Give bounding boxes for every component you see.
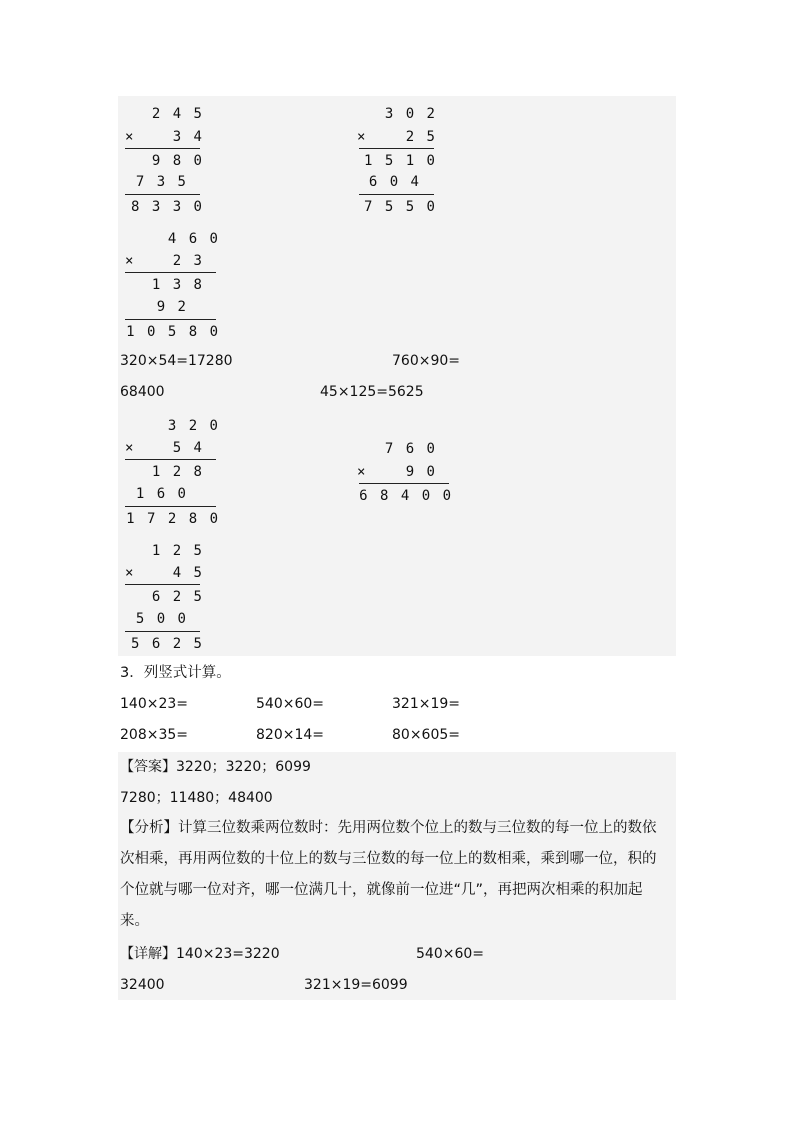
partial-product-2: 6 0 4 (368, 174, 421, 190)
rule (359, 194, 434, 195)
multiplicand: 3 2 0 (167, 418, 220, 434)
partial-product-2: 9 2 (156, 299, 188, 315)
analysis-paragraph: 【分析】计算三位数乘两位数时：先用两位数个位上的数与三位数的每一位上的数依次相乘，再用两位数的十位上的数与三位数的每一位上的数相乘，乘到哪一位，积的个位就与哪一位对齐，哪一位满几十，就像前一位进“几”，再把两次相乘的积加起来。 (120, 820, 657, 929)
multiplier (352, 462, 437, 482)
multiply-sign: × (357, 464, 368, 480)
product: 6 8 4 0 0 (359, 488, 453, 504)
detail-line: 540×60= (416, 946, 484, 962)
detail-line: 【详解】140×23=3220 (120, 946, 280, 962)
equation-line: 320×54=17280 (120, 353, 233, 369)
multiplier-digits: 3 4 (172, 129, 204, 145)
multiplier (120, 251, 204, 271)
rule (125, 319, 216, 320)
equation-line: 68400 (120, 384, 165, 400)
multiplier (120, 563, 204, 583)
equation-line: 45×125=5625 (320, 384, 424, 400)
multiplier (352, 127, 437, 147)
rule (125, 506, 216, 507)
detail-line: 32400 (120, 977, 165, 993)
question-item: 140×23= (120, 696, 188, 712)
partial-product-2: 1 6 0 (135, 486, 188, 502)
question-item: 80×605= (392, 727, 460, 743)
partial-product-1: 1 2 8 (151, 464, 204, 480)
multiplier-digits: 5 4 (172, 440, 204, 456)
multiplier-digits: 2 5 (405, 129, 437, 145)
partial-product-2: 7 3 5 (135, 174, 188, 190)
multiply-sign: × (125, 565, 136, 581)
product: 8 3 3 0 (130, 199, 204, 215)
multiply-sign: × (125, 440, 136, 456)
question-item: 540×60= (256, 696, 324, 712)
partial-product-2: 5 0 0 (135, 611, 188, 627)
multiply-sign: × (357, 129, 368, 145)
product: 7 5 5 0 (363, 199, 437, 215)
question-title: 3．列竖式计算。 (120, 665, 231, 681)
detail-line: 321×19=6099 (304, 977, 408, 993)
multiplier-digits: 4 5 (172, 565, 204, 581)
multiplicand: 4 6 0 (167, 231, 220, 247)
multiplicand: 2 4 5 (151, 106, 204, 122)
rule (125, 194, 200, 195)
question-item: 321×19= (392, 696, 460, 712)
partial-product-1: 1 3 8 (151, 277, 204, 293)
multiplicand: 3 0 2 (384, 106, 437, 122)
partial-product-1: 6 2 5 (151, 589, 204, 605)
partial-product-1: 9 8 0 (151, 153, 204, 169)
multiplicand: 1 2 5 (151, 543, 204, 559)
rule (125, 631, 200, 632)
product: 5 6 2 5 (130, 636, 204, 652)
partial-product-1: 1 5 1 0 (363, 153, 437, 169)
answer-line: 7280；11480；48400 (120, 790, 273, 806)
rule (359, 148, 434, 149)
answer-line: 【答案】3220；3220；6099 (120, 759, 311, 775)
multiplier (120, 127, 204, 147)
rule (125, 272, 216, 273)
multiplicand: 7 6 0 (384, 441, 437, 457)
multiply-sign: × (125, 253, 136, 269)
rule (125, 459, 216, 460)
multiplier-digits: 9 0 (405, 464, 437, 480)
question-item: 208×35= (120, 727, 188, 743)
equation-line: 760×90= (392, 353, 460, 369)
rule (125, 584, 200, 585)
multiplier (120, 438, 204, 458)
product: 1 0 5 8 0 (126, 324, 220, 340)
product: 1 7 2 8 0 (126, 511, 220, 527)
question-item: 820×14= (256, 727, 324, 743)
rule (359, 483, 449, 484)
multiply-sign: × (125, 129, 136, 145)
rule (125, 148, 200, 149)
multiplier-digits: 2 3 (172, 253, 204, 269)
